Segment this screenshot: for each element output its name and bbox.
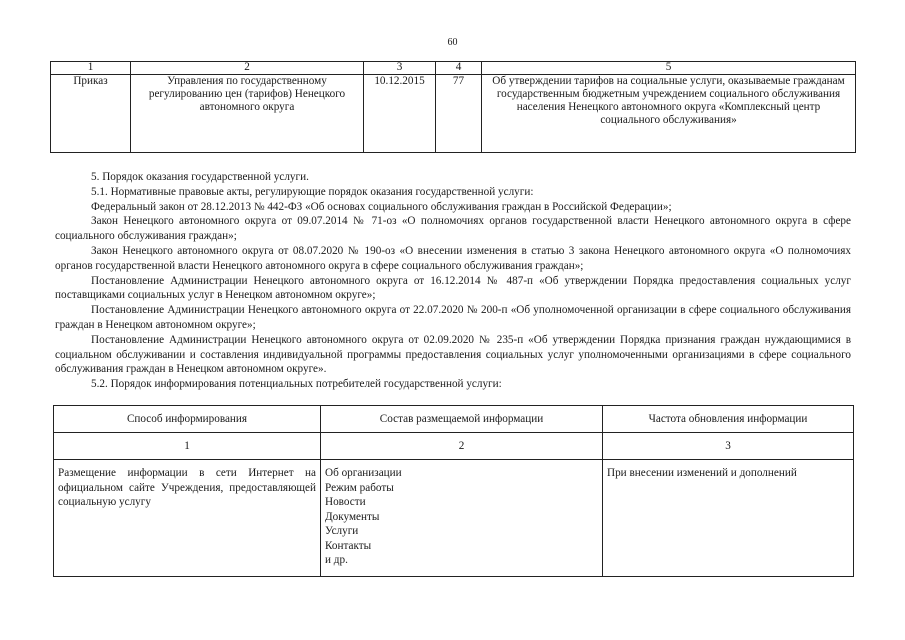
header-cell: Частота обновления информации bbox=[603, 406, 854, 433]
header-cell: 4 bbox=[436, 62, 482, 75]
table-header-row bbox=[51, 62, 856, 75]
frequency-cell: При внесении изменений и дополнений bbox=[603, 460, 854, 577]
header-cell: 3 bbox=[364, 62, 436, 75]
list-item: и др. bbox=[325, 554, 348, 566]
list-item: Режим работы bbox=[325, 481, 394, 494]
table-row bbox=[51, 75, 856, 153]
table-row bbox=[54, 460, 854, 577]
header-cell: Способ информирования bbox=[54, 406, 321, 433]
paragraph: Постановление Администрации Ненецкого автономного округа от 16.12.2014 № 487-п «Об утверждении Порядка предоставления социальных услуг поставщиками социальных услуг в Ненецком автономном округе»; bbox=[55, 274, 851, 302]
header-cell: 2 bbox=[131, 62, 364, 75]
column-number: 1 bbox=[54, 433, 321, 460]
act-title-cell: Об утверждении тарифов на социальные услуги, оказываемые гражданам государственным бюджетным учреждением социального обслуживания населения Ненецкого автономного округа «Комплексный центр социального обслуживания» bbox=[482, 75, 856, 153]
subsection-heading: 5.1. Нормативные правовые акты, регулирующие порядок оказания государственной услуги: bbox=[91, 185, 534, 198]
header-cell: Состав размещаемой информации bbox=[321, 406, 603, 433]
paragraph: Закон Ненецкого автономного округа от 09.07.2014 № 71-оз «О полномочиях органов государственной власти Ненецкого автономного округа в сфере социального обслуживания граждан»; bbox=[55, 215, 851, 243]
page-number: 60 bbox=[447, 37, 458, 48]
header-cell: 5 bbox=[482, 62, 856, 75]
paragraph: Федеральный закон от 28.12.2013 № 442-ФЗ «Об основах социального обслуживания граждан в Российской Федерации»; bbox=[91, 200, 672, 213]
column-number: 3 bbox=[603, 433, 854, 460]
header-cell: 1 bbox=[51, 62, 131, 75]
list-item: Услуги bbox=[325, 525, 359, 537]
table-number-row bbox=[54, 433, 854, 460]
content-cell bbox=[321, 460, 603, 577]
informing-table bbox=[53, 405, 854, 577]
paragraph: Закон Ненецкого автономного округа от 08.07.2020 № 190-оз «О внесении изменения в статью 3 закона Ненецкого автономного округа «О полномочиях органов государственной власти Ненецкого автономного округа в сфере социального обслуживания граждан»; bbox=[55, 244, 851, 272]
act-type-cell: Приказ bbox=[51, 75, 131, 153]
act-date-cell: 10.12.2015 bbox=[364, 75, 436, 153]
paragraph: Постановление Администрации Ненецкого автономного округа от 22.07.2020 № 200-п «Об уполномоченной организации в сфере социального обслуживания граждан в Ненецком автономном округе»; bbox=[55, 304, 851, 331]
body-text bbox=[55, 170, 851, 392]
list-item: Об организации bbox=[325, 467, 402, 479]
method-cell: Размещение информации в сети Интернет на официальном сайте Учреждения, предоставляющей социальную услугу bbox=[54, 460, 321, 577]
legal-acts-table bbox=[50, 61, 856, 153]
list-item: Новости bbox=[325, 496, 366, 508]
paragraph: Постановление Администрации Ненецкого автономного округа от 02.09.2020 № 235-п «Об утверждении Порядка признания граждан нуждающимися в социальном обслуживании и составления индивидуальной программы предоставления социальных услуг уполномоченными организациями в сфере социального обслуживания граждан в Ненецком автономном округе». bbox=[55, 333, 851, 376]
act-issuer-cell: Управления по государственному регулированию цен (тарифов) Ненецкого автономного округа bbox=[131, 75, 364, 153]
list-item: Документы bbox=[325, 510, 380, 523]
table-header-row bbox=[54, 406, 854, 433]
subsection-heading: 5.2. Порядок информирования потенциальных потребителей государственной услуги: bbox=[91, 378, 502, 391]
column-number: 2 bbox=[321, 433, 603, 460]
section-heading: 5. Порядок оказания государственной услуги. bbox=[91, 171, 309, 183]
list-item: Контакты bbox=[325, 539, 372, 552]
act-number-cell: 77 bbox=[436, 75, 482, 153]
